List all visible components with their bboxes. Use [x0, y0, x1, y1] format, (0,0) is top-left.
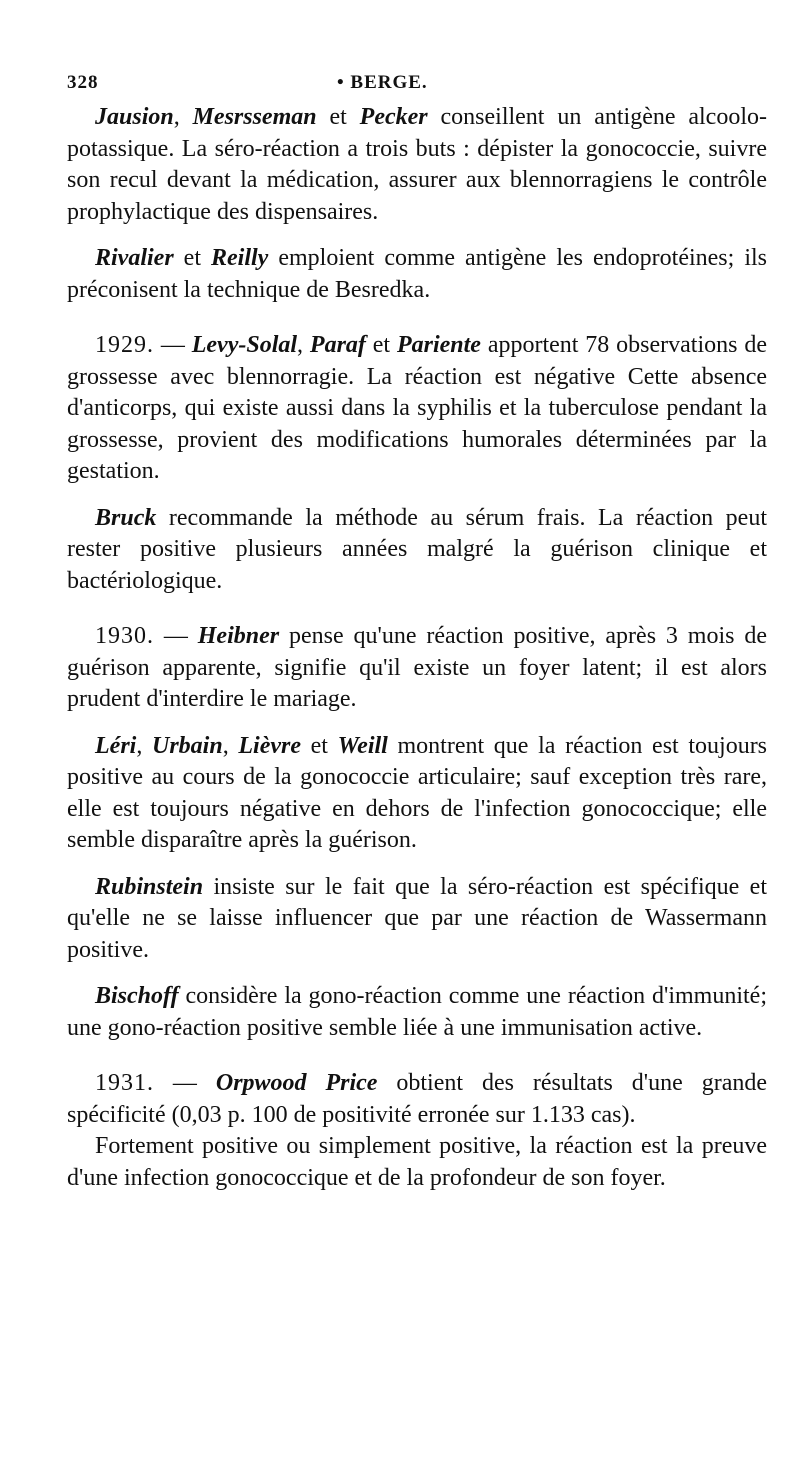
paragraph — [67, 872, 767, 967]
author-name: Pecker — [359, 104, 428, 130]
author-name: Levy-Solal — [191, 332, 298, 358]
author-name: Paraf — [309, 332, 366, 358]
paragraph-text: recommande la méthode au sérum frais. La réaction peut rester positive plusieurs années malgré la guérison clinique et bactériologique. — [67, 504, 767, 594]
author-name: Orpwood Price — [215, 1070, 378, 1096]
body-text — [67, 102, 767, 1194]
author-name: Léri — [95, 732, 137, 759]
paragraph-text: obtient des résultats d'une grande spécificité (0,03 p. 100 de positivité erronée sur 1.133 cas). — [67, 1070, 768, 1128]
page-header — [67, 62, 767, 102]
paragraph-text: considère la gono-réaction comme une réaction d'immunité; une gono-réaction positive semble liée à une immunisation active. — [67, 983, 767, 1041]
paragraph-text: pense qu'une réaction positive, après 3 mois de guérison apparente, signifie qu'il existe un foyer latent; il est alors prudent d'interdire le mariage. — [67, 623, 767, 712]
paragraph-text: insiste sur le fait que la séro-réaction est spécifique et qu'elle ne se laisse influencer que par une réaction de Wassermann positive. — [67, 873, 767, 963]
paragraph-text: — — [154, 332, 192, 358]
paragraph-text: , — [173, 104, 193, 130]
author-name: Reilly — [211, 245, 269, 271]
paragraph-text: et — [173, 245, 212, 271]
author-name: Rubinstein — [95, 873, 204, 900]
paragraph-text: — — [154, 623, 198, 649]
paragraph-text: , — [222, 732, 239, 759]
paragraph-text: , — [136, 732, 152, 759]
paragraph-text: , — [297, 332, 310, 358]
author-name: Lièvre — [238, 732, 301, 759]
author-name: Weill — [337, 732, 388, 759]
paragraph-text: conseillent un antigène alcoolo-potassique. La séro-réaction a trois buts : dépister la gonococcie, suivre son recul devant la médication, assurer aux blennorragiens le contrôle prophylactique des dispensaires. — [67, 104, 767, 225]
year-heading: 1929. — [95, 332, 154, 358]
paragraph-text: montrent que la réaction est toujours positive au cours de la gonococcie articulaire; sauf exception très rare, elle est toujours négative en dehors de l'infection gonococcique; elle semble disparaître après la guérison. — [67, 732, 768, 853]
author-name: Pariente — [396, 332, 481, 358]
author-name: Bischoff — [95, 983, 179, 1009]
paragraph-text: emploient comme antigène les endoprotéines; ils préconisent la technique de Besredka. — [67, 245, 767, 303]
paragraph-text: apportent 78 observations de grossesse avec blennorragie. La réaction est négative Cette absence d'anticorps, qui existe aussi dans la syphilis et la tuberculose pendant la grossesse, provient des modifications humorales déterminées par la gestation. — [67, 332, 768, 484]
paragraph — [67, 503, 767, 598]
author-name: Urbain — [152, 732, 223, 759]
author-name: Heibner — [197, 623, 280, 649]
paragraph — [67, 102, 767, 228]
paragraph — [67, 330, 767, 488]
running-head: • BERGE. — [337, 72, 428, 93]
author-name: Rivalier — [95, 245, 174, 271]
paragraph-text: Fortement positive ou simplement positive, la réaction est la preuve d'une infection gonococcique et de la profondeur de son foyer. — [67, 1133, 767, 1191]
paragraph — [67, 621, 767, 716]
paragraph-text: et — [365, 332, 397, 358]
paragraph — [67, 1131, 767, 1194]
paragraph — [67, 243, 767, 306]
author-name: Jausion — [95, 104, 174, 130]
paragraph — [67, 731, 767, 857]
book-page — [67, 62, 767, 1209]
paragraph — [67, 1068, 767, 1131]
paragraph-text: et — [316, 104, 360, 130]
year-heading: 1931. — [95, 1070, 154, 1096]
year-heading: 1930. — [95, 623, 154, 649]
paragraph — [67, 981, 767, 1044]
author-name: Mesrsseman — [192, 104, 317, 130]
paragraph-text: — — [154, 1070, 216, 1096]
author-name: Bruck — [95, 504, 157, 531]
page-number: 328 — [67, 72, 99, 93]
paragraph-text: et — [300, 732, 338, 759]
